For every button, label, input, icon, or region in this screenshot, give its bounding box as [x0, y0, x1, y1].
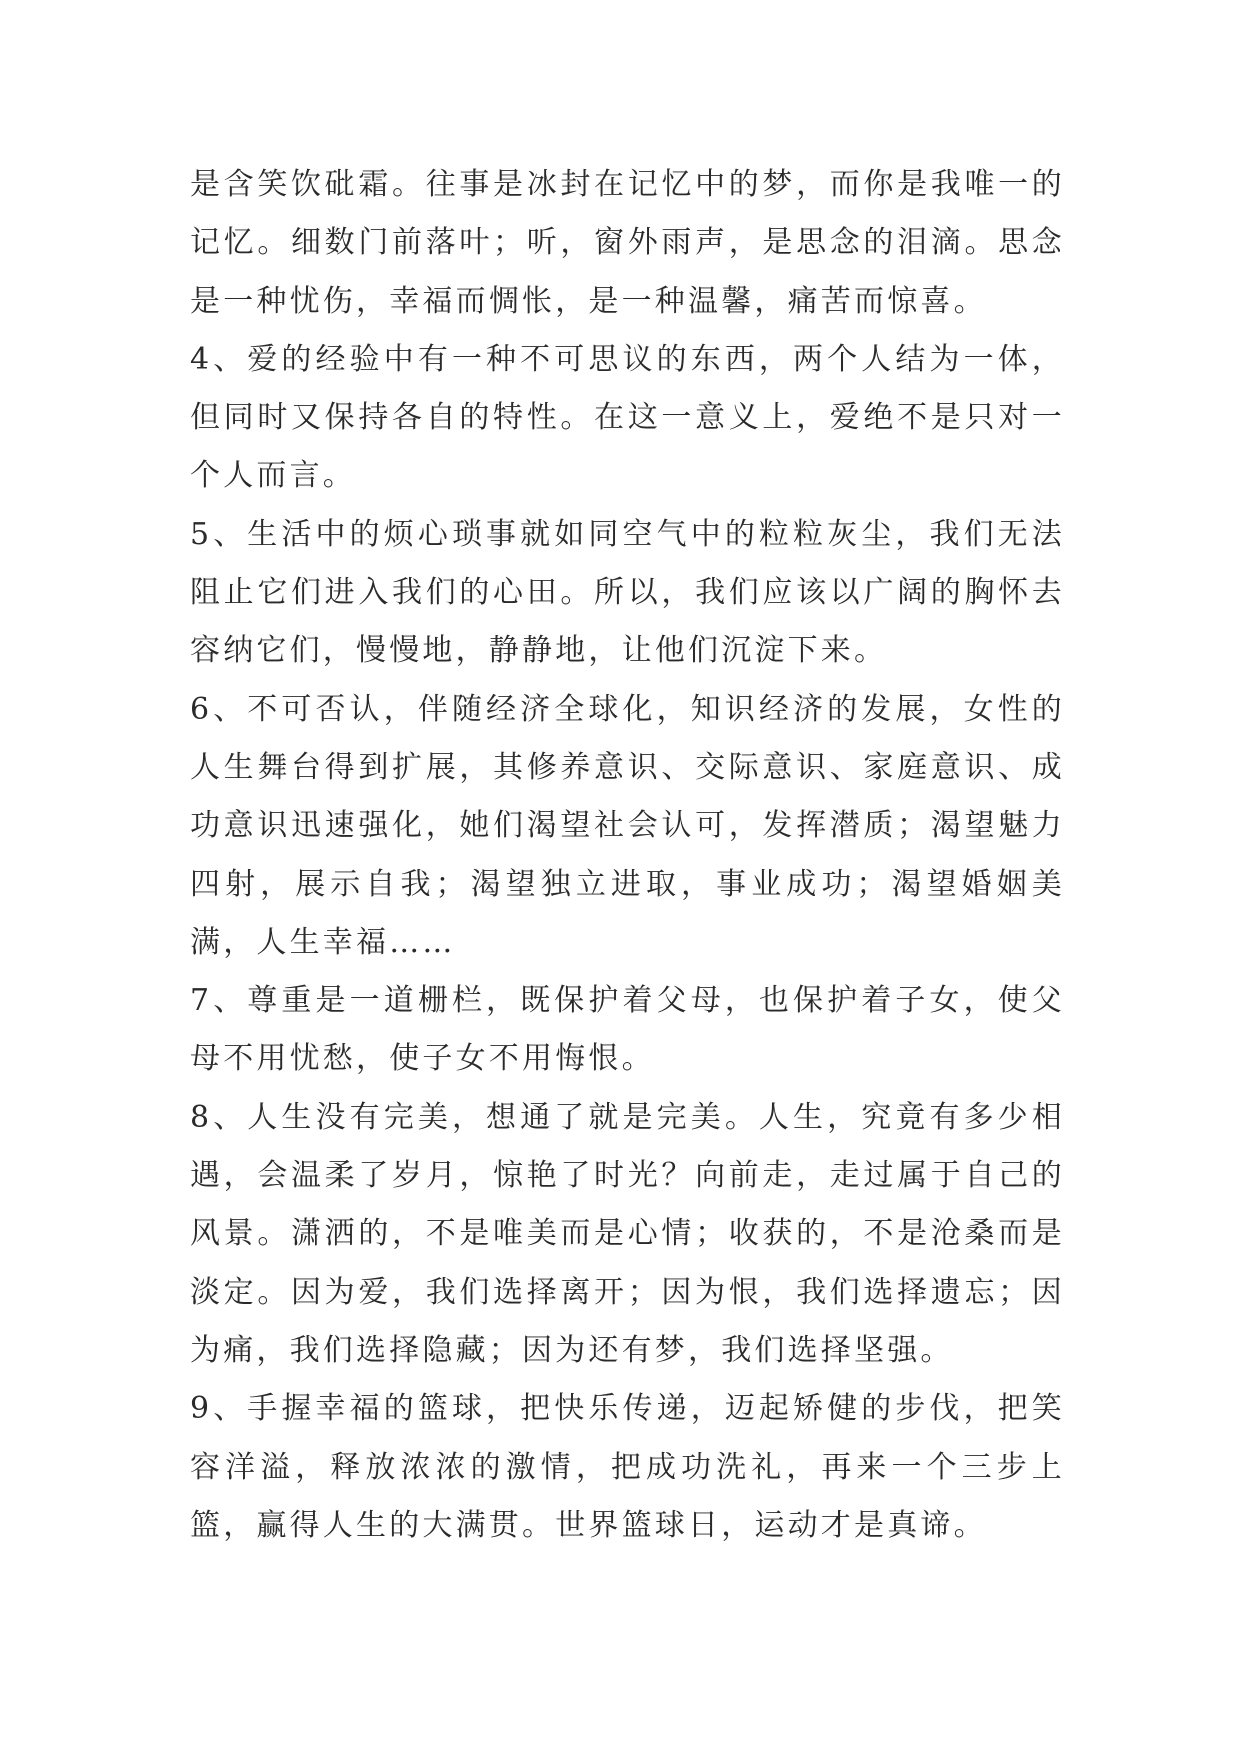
paragraph-item-9: 9、手握幸福的篮球，把快乐传递，迈起矫健的步伐，把笑容洋溢，释放浓浓的激情，把成功洗礼，再来一个三步上篮，赢得人生的大满贯。世界篮球日，运动才是真谛。 [190, 1391, 1065, 1543]
paragraph-item-7: 7、尊重是一道栅栏，既保护着父母，也保护着子女，使父母不用忧愁，使子女不用悔恨。 [190, 983, 1065, 1077]
paragraph-item-5: 5、生活中的烦心琐事就如同空气中的粒粒灰尘，我们无法阻止它们进入我们的心田。所以，我们应该以广阔的胸怀去容纳它们，慢慢地，静静地，让他们沉淀下来。 [190, 516, 1065, 669]
paragraph-item-4: 4、爱的经验中有一种不可思议的东西，两个人结为一体，但同时又保持各自的特性。在这一意义上，爱绝不是只对一个人而言。 [190, 341, 1065, 494]
document-body [190, 156, 1065, 1555]
paragraph-item-6: 6、不可否认，伴随经济全球化，知识经济的发展，女性的人生舞台得到扩展，其修养意识、交际意识、家庭意识、成功意识迅速强化，她们渴望社会认可，发挥潜质；渴望魅力四射，展示自我；渴望独立进取，事业成功；渴望婚姻美满，人生幸福…… [190, 691, 1065, 960]
paragraph-continued: 是含笑饮砒霜。往事是冰封在记忆中的梦，而你是我唯一的记忆。细数门前落叶；听，窗外雨声，是思念的泪滴。思念是一种忧伤，幸福而惆怅，是一种温馨，痛苦而惊喜。 [190, 167, 1065, 319]
paragraph-item-8: 8、人生没有完美，想通了就是完美。人生，究竟有多少相遇，会温柔了岁月，惊艳了时光？向前走，走过属于自己的风景。潇洒的，不是唯美而是心情；收获的，不是沧桑而是淡定。因为爱，我们选择离开；因为恨，我们选择遗忘；因为痛，我们选择隐藏；因为还有梦，我们选择坚强。 [190, 1099, 1065, 1368]
